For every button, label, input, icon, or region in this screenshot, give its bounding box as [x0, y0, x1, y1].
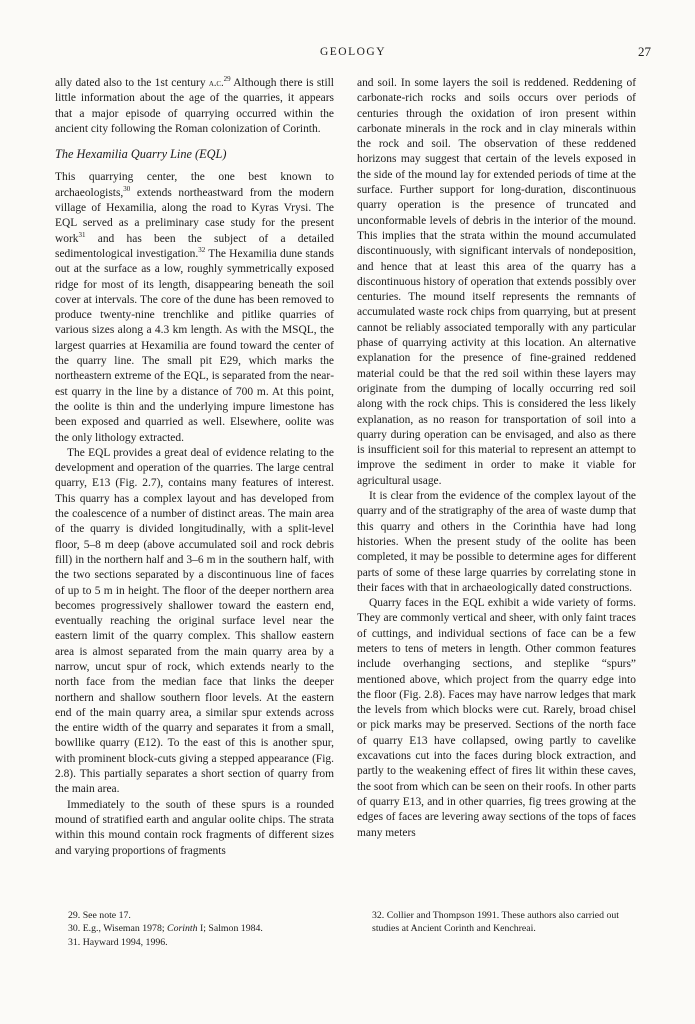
right-column — [357, 76, 636, 841]
footnotes-right — [372, 909, 640, 936]
footnote-ref: 31 — [78, 230, 86, 239]
section-heading: The Hexamilia Quarry Line (EQL) — [55, 147, 227, 162]
footnote: 32. Collier and Thompson 1991. These authors also carried out studies at Ancient Corinth and Kenchreai. — [372, 910, 619, 935]
running-title: GEOLOGY — [319, 46, 387, 58]
footnote-ref: 32 — [198, 246, 206, 255]
footnote: 30. E.g., Wiseman 1978; Corinth I; Salmon 1984. — [68, 923, 263, 935]
paragraph: Quarry faces in the EQL exhibit a wide variety of forms. They are commonly vertical and sheer, with only faint traces of cuttings, and individual sections of face can be a few meters to tens of meters in length. Other common features include overhanging sections, and steplike “spurs” mentioned above, which project from the quarry edge into the floor (Fig. 2.8). Faces may have narrow ledges that mark the levels from which blocks were cut. Rarely, broad chisel or pick marks may be preserved. Sections of the north face of quarry E13 have collapsed, owing partly to cavelike excavations cut into the faces during block extraction, and partly to the weakening effect of fires lit within these caves, the soot from which can be seen on their roofs. In other parts of quarry E13, and in other quarries, fig trees growing at the edges of faces are levering away sections of the tops of faces many meters — [357, 597, 636, 839]
running-header — [55, 44, 651, 64]
footnote: 31. Hayward 1994, 1996. — [68, 936, 168, 948]
footnote: 29. See note 17. — [68, 910, 131, 921]
footnote-ref: 30 — [123, 184, 131, 193]
footnotes-left — [68, 909, 358, 949]
paragraph: It is clear from the evidence of the complex layout of the quarry and of the stratigraphy of the area of waste dump that this quarry and others in the Corinthia have had long histories. When the present study of the oolite has been completed, it may be possible to determine ages for different parts of some of these large quarries by correlating stone in their faces with that in archaeologically dated constructions. — [357, 490, 636, 594]
paragraph: The EQL provides a great deal of evidence relating to the development and operation of the quarries. The large central quarry, E13 (Fig. 2.7), contains many features of interest. This quarry has a complex layout and has developed from the coalescence of a number of distinct areas. The main area of the quarry is divided longitudinally, with a split-level floor, 5–8 m deep (above accumulated soil and rock debris fill) in the northern half and 3–6 m in the southern half, with the two sections separated by a discontinuous line of faces of up to 5 m in height. The floor of the deeper northern area becomes progressively shallower toward the eastern end, eventually reaching the original surface level near the eastern limit of the quarry complex. This shallow eastern area is almost separated from the main quarry area by a narrow, uncut spur of rock, which extends nearly to the north face from the median face that links the deeper northern and shallow southern floor levels. At the eastern end of the main quarry area, a similar spur extends across the entire width of the quarry and separates it from a small, bowllike quarry (E12). To the east of this is another spur, with prominent block-cuts giving a stepped appearance (Fig. 2.8). This partially separates a short section of quarry from the main area. — [55, 446, 334, 796]
page-number: 27 — [638, 44, 651, 59]
paragraph: This quarrying center, the one best known to archaeologists,$^{30}$ extends northeastward from the modern village of Hexamilia, along the road to Kyras Vrysi. The EQL served as a preliminary case study for the present work$^{31}$ and has been the subject of a detailed sedimentological investigation.$^{32}$ The Hexamilia dune stands out at the surface as a low, roughly symmetrically exposed ridge for most of its length, disappearing beneath the soil cover at intervals. The core of the dune has been removed to produce twenty-nine trenchlike and pitlike quarries of various sizes along a 4.3 km length. As with the MSQL, the largest quarries at Hexamilia are found toward the center of the quarry line. The small pit E29, which marks the northeastern extreme of the EQL, is separated from the nearest quarry in the line by a distance of 700 m. At this point, the oolite is thin and the underlying impure limestone has been exposed and quarried as well. Elsewhere, oolite was the only lithology extracted. — [55, 171, 334, 444]
paragraph: Immediately to the south of these spurs is a rounded mound of stratified earth and angular oolite chips. The strata within this mound contain rock fragments of different sizes and varying proportions of fragments — [55, 798, 334, 857]
paragraph: and soil. In some layers the soil is reddened. Reddening of carbonate-rich rocks and soils occurs over periods of centuries through the oxidation of iron present within carbonate minerals in the rock and in clay minerals within the rock and soil. The observation of these reddened horizons may suggest that certain of the levels exposed in the side of the mound lay for extended periods of time at the surface. Further support for long-duration, discontinuous quarry operation is the presence of truncated and unconformable levels of debris in the interior of the mound. This implies that the strata within the mound accumulated discontinuously, with significant intervals of nondeposition, and hence that at least this area of the quarry has a discontinuous history of operation that extends possibly over centuries. The mound itself represents the remnants of accumulated waste rock chips from quarrying, but at present cannot be reliably associated temporally with any particular phase of quarrying activity at this location. An alternative explanation for the presence of fine-grained reddened material could be that the red soil within these layers may originate from the dumping of locally occurring red soil along with the rock chips. This is considered the less likely explanation, as no reason for transportation of soil into a quarry during operation can be envisaged, and also as there is insufficient soil for this material to represent an attempt to improve the sediment in order to make it viable for agricultural usage. — [357, 77, 636, 487]
era-abbreviation: a.c. — [208, 78, 224, 89]
footnote-ref: 29 — [223, 75, 231, 84]
left-column — [55, 76, 334, 859]
paragraph: ally dated also to the 1st century a.c.$^{29}$ Although there is still little information about the age of the quarries, it appears that a major episode of quarrying occurred within the ancient city following the Roman colonization of Corinth. — [55, 75, 334, 135]
